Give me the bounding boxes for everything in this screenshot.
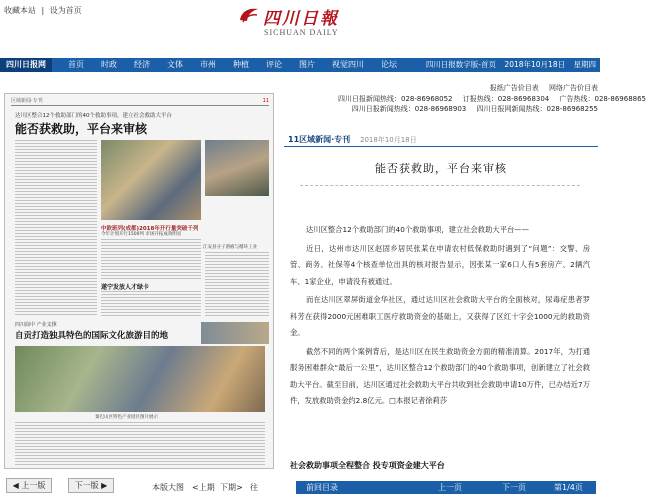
news-hotline-2: 四川日报新闻热线：028-86968903: [351, 105, 467, 113]
thumb-article-title[interactable]: 遂宁发放人才绿卡: [101, 284, 150, 291]
thumb-caption: 秦巴山区特色产业园区图片展示: [95, 415, 158, 420]
nav-brand[interactable]: 四川日报网: [0, 58, 52, 72]
subscription-hotline: 订报热线：028-86968304: [462, 94, 550, 103]
thumb-text-column[interactable]: [205, 252, 269, 316]
article-body: [290, 222, 590, 412]
thumb-mid-subtitle[interactable]: 今年计划开行1500列 市场开拓成效明显: [101, 232, 182, 237]
pager-back-link[interactable]: 前回目录: [306, 483, 338, 492]
top-links: [4, 5, 85, 16]
ad-price-row: [330, 83, 598, 94]
digital-edition-link[interactable]: 四川日报数字版-首页: [425, 60, 497, 69]
thumb-photo-main[interactable]: [101, 140, 201, 220]
thumb-photo-side[interactable]: [205, 140, 269, 196]
logo-emblem-icon: [238, 6, 260, 24]
bookmark-link[interactable]: 收藏本站: [4, 6, 36, 15]
nav-item-home[interactable]: 首页: [68, 60, 84, 69]
paper-ad-price-link[interactable]: 报纸广告价目表: [489, 84, 539, 92]
nav-item-culture[interactable]: 文体: [167, 60, 183, 69]
thumb-text-column[interactable]: [15, 140, 97, 316]
article-header: [284, 134, 598, 147]
next-issue-link[interactable]: 下期>: [220, 483, 243, 492]
thumb-text-column[interactable]: [101, 291, 201, 317]
nav-item-planting[interactable]: 种植: [233, 60, 249, 69]
hotline-row-2: [330, 104, 598, 115]
article-title: 能否获救助，平台来审核: [375, 162, 507, 175]
top-link-separator: |: [41, 6, 45, 15]
web-news-hotline: 四川日报网新闻热线：028-86968255: [476, 105, 598, 113]
ad-hotline: 广告热线：028-86968865: [559, 94, 646, 103]
prev-edition-label: 上一版: [21, 481, 46, 490]
pager-next-link[interactable]: 下一页: [502, 483, 526, 492]
nav-item-cities[interactable]: 市州: [200, 60, 216, 69]
thumb-side-title[interactable]: 江安县分子溶液与循环工业: [203, 245, 257, 250]
site-logo[interactable]: [238, 4, 368, 44]
article-date: 2018年10月18日: [360, 136, 417, 144]
article-pager: [296, 481, 596, 494]
next-edition-label: 下一版: [74, 481, 99, 490]
hotline-block: [330, 83, 646, 115]
prev-issue-link[interactable]: <上期: [192, 483, 215, 492]
thumb-lower-kicker[interactable]: 四川阆中 产业支撑: [15, 322, 57, 328]
big-image-link[interactable]: 本版大图: [152, 483, 184, 492]
web-ad-price-link[interactable]: 网络广告价目表: [549, 84, 598, 92]
thumb-header: [11, 98, 269, 106]
thumb-lower-headline[interactable]: 自贡打造独具特色的国际文化旅游目的地: [15, 331, 169, 341]
nav-item-politics[interactable]: 时政: [101, 60, 117, 69]
arrow-right-icon: ▶: [98, 481, 108, 490]
thumb-kicker[interactable]: 达川区整合12个救助部门的40个救助事项，建立社会救助大平台: [15, 113, 172, 119]
arrow-left-icon: ◀: [12, 481, 22, 490]
pager-prev-link[interactable]: 上一页: [438, 483, 462, 492]
article-subheading: 社会救助事项全程整合 投专项资金建大平台: [290, 461, 445, 470]
news-hotline: 四川日报新闻热线：028-86968052: [338, 94, 453, 103]
prev-edition-button[interactable]: [6, 478, 52, 493]
go-link[interactable]: 往: [250, 483, 258, 492]
thumb-headline[interactable]: 能否获救助，平台来审核: [15, 122, 148, 136]
nav-item-visual-sichuan[interactable]: 视觉四川: [332, 60, 364, 69]
hotline-row-1: [330, 94, 646, 105]
thumb-text-column[interactable]: [101, 239, 201, 279]
article-section: 11区域新闻·专刊: [288, 135, 351, 144]
thumb-photo-wide[interactable]: [15, 346, 265, 412]
thumb-header-label: 区域新闻·专刊: [11, 98, 43, 104]
thumb-photo-small[interactable]: [201, 322, 269, 344]
set-homepage-link[interactable]: 设为首页: [49, 6, 82, 15]
thumb-page-number: 11: [262, 98, 269, 104]
nav-items: [68, 58, 414, 72]
nav-item-forum[interactable]: 论坛: [381, 60, 397, 69]
pager-page-indicator: 第1/4页: [554, 483, 583, 492]
nav-right: [420, 58, 596, 72]
article-paragraph: 近日，达州市达川区赵固乡居民张某在申请农村低保救助时遇到了“问题”：交警、房管、商务、社保等4个核查单位出具的核对报告显示，因张某一家6口人有5套房产、2辆汽车、1家企业，申请没有被通过。: [290, 243, 590, 286]
article-paragraph: 截然不同的两个案例背后，是达川区在民生救助资金方面的精准清算。2017年，为打通服务困难群众“最后一公里”，达川区整合12个救助部门的40个救助事项，创新建立了社会救助大平台。截至目前，达川区通过社会救助大平台共收到社会救助申请10万件，已办结近7万件，发放救助资金约2.8亿元。□本报记者徐莉莎: [290, 346, 590, 405]
thumb-text-column[interactable]: [15, 422, 265, 466]
article-paragraph: 达川区整合12个救助部门的40个救助事项，建立社会救助大平台——: [306, 225, 529, 234]
logo-text: 四川日報: [263, 9, 339, 29]
edition-weekday: 星期四: [573, 60, 596, 69]
thumb-mid-title[interactable]: 中欧班列(成都)2018年开行量突破千列: [101, 226, 199, 232]
article-paragraph: 而在达川区翠屏街道金华社区，通过达川区社会救助大平台的全面核对，尿毒症患者罗科芳在获得2000元困难职工医疗救助资金的基础上，又获得了区红十字会1000元的救助资金。: [290, 295, 590, 337]
logo-subtitle: SICHUAN DAILY: [264, 28, 339, 37]
article-divider: [300, 185, 580, 186]
edition-date: 2018年10月18日: [504, 60, 566, 69]
next-edition-button[interactable]: [68, 478, 114, 493]
nav-item-economy[interactable]: 经济: [134, 60, 150, 69]
nav-item-comment[interactable]: 评论: [266, 60, 282, 69]
nav-item-photos[interactable]: 图片: [299, 60, 315, 69]
newspaper-page-thumbnail[interactable]: [4, 93, 274, 469]
main-nav: [0, 58, 600, 72]
